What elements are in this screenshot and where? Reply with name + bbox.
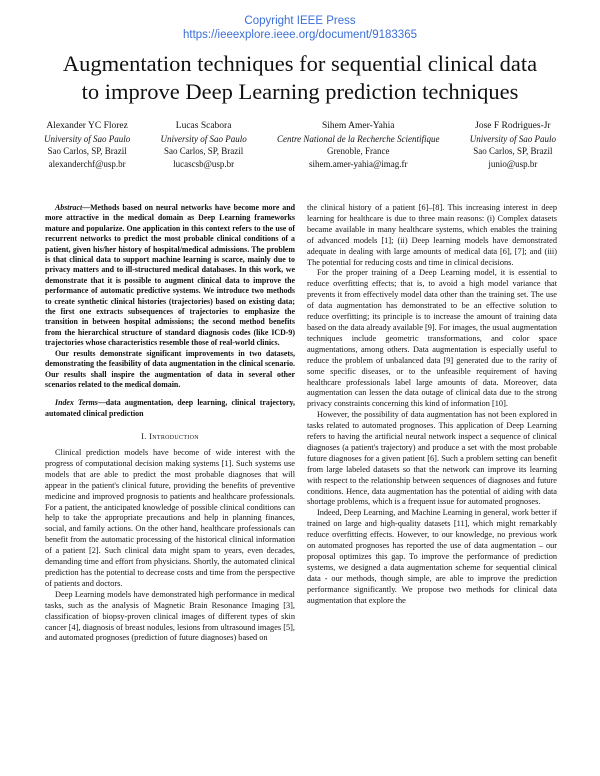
author-affiliation: Centre National de la Recherche Scientifique	[276, 133, 440, 144]
title-line-2: to improve Deep Learning prediction techniques	[81, 79, 519, 104]
author-block	[44, 120, 556, 170]
author-location: Sao Carlos, SP, Brazil	[47, 146, 127, 156]
author-location: Sao Carlos, SP, Brazil	[473, 146, 553, 156]
abstract-text: —Methods based on neural networks have become more and more attractive in the medical domain as Deep Learning frameworks mature and popularize. One application in this context refers to the use of recurrent networks to predict the most probable clinical conditions of a patient, given his/her history of hospital/medical admissions. The problem is that clinical data to support machine learning is scarce, mainly due to privacy matters and to ill-structured medical databases. In this work, we demonstrate that it is possible to augment clinical data to improve the performance of automatic predictive systems. We introduce two methods to create synthetic clinical histories (trajectories) based on existing data; the first one extracts subsequences of trajectories to emphasize the transition in between hospital admissions; the second method benefits from the hierarchical structure of standard diagnosis codes (like ICD-9) trajectories whose characteristics resemble those of real-world clinics.	[45, 203, 295, 348]
author-name: Lucas Scabora	[175, 121, 232, 131]
author-email: junio@usp.br	[488, 158, 538, 169]
abstract-paragraph-2: Our results demonstrate significant improvements in two datasets, demonstrating the feasibility of data augmentation in the clinical scenario. Our results shall inspire the augmentation of data in several other scenarios related to the medical domain.	[45, 348, 295, 389]
intro-paragraph-6: Indeed, Deep Learning, and Machine Learning in general, work better if trained on large and high-quality datasets [11], which might remarkably reduce overfitting effects. However, to our knowledge, no previous work on automated prognoses has reported the use of data augmentation – our proposal optimizes this gap. To improve the performance of prediction systems, we designed a data augmentation scheme for sequential clinical data - our methods, though simple, are able to improve the prediction performance significantly. We propose two methods for clinical data augmentation that explore the	[307, 508, 557, 605]
abstract	[45, 203, 295, 390]
author-affiliation: University of Sao Paulo	[44, 133, 131, 144]
index-terms	[45, 398, 295, 419]
intro-paragraph-2: Deep Learning models have demonstrated high performance in medical tasks, such as the analysis of Magnetic Brain Resonance Imaging [3], classification of biopsy-proven clinical images of different types of skin cancer [4], diagnosis of breast nodules, lesions from ultrasound images [5], and automated prognoses (prediction of future diagnoses) based on	[45, 589, 295, 643]
abstract-paragraph-1	[45, 203, 295, 349]
right-column	[307, 203, 557, 607]
author-email: alexanderchf@usp.br	[48, 158, 126, 169]
intro-paragraph-5: However, the possibility of data augmentation has not been explored in tasks related to automated prognoses. This application of Deep Learning refers to having the artificial neural network inspect a sequence of clinical diagnoses (a patient's trajectory) and produce a set with the most probable future diagnoses for a given patient [6]. Such a problem setting can benefit from large labeled datasets so that the network can improve its learning with respect to the relationship between sequences of diagnoses and future conditions. Hence, data augmentation has the potential of aiding with data shortage problems, which is a frequent issue for automated prognoses.	[307, 410, 557, 507]
author-4	[470, 120, 556, 170]
intro-paragraph-4: For the proper training of a Deep Learning model, it is essential to reduce overfitting effects; that is, to avoid a high model variance that prevents it from effectively model data other than the training set. The use of data augmentation has demonstrated to be an effective solution to reduce overfitting; its principle is to increase the amount of training data based on the data already available [9]. For images, the usual augmentation techniques include geometric transformations, and color space augmentations, among others. Data augmentation is especially useful to reduce the problem of unbalanced data [9] generated due to the rarity of some specific diseases, or to the unfeasible requirement of having healthcare professionals label large amounts of data. Moreover, data augmentation can lessen the data outage of clinical data due to the strong privacy constraints concerning this kind of information [10].	[307, 268, 557, 409]
author-email: sihem.amer-yahia@imag.fr	[308, 158, 408, 169]
author-3	[277, 120, 440, 170]
author-1	[44, 120, 130, 170]
index-terms-paragraph	[45, 398, 295, 419]
author-name: Sihem Amer-Yahia	[322, 121, 395, 131]
author-2	[160, 120, 246, 170]
author-location: Grenoble, France	[327, 146, 390, 156]
index-terms-label: Index Terms	[55, 398, 98, 408]
index-terms-text: —data augmentation, deep learning, clinical trajectory, automated clinical prediction	[45, 398, 295, 418]
copyright-notice	[0, 14, 600, 42]
author-affiliation: University of Sao Paulo	[160, 133, 247, 144]
intro-paragraph-1: Clinical prediction models have become of wide interest with the progress of computational decision making systems [1]. Such systems use models that are able to predict the most probable diagnoses that will appear in the patient's clinical future, providing the benefits of preventive medicine and improved prognosis to patients and healthcare professionals. For a patient, the anticipated knowledge of possible clinical conditions can help to take the appropriate precautions and help in planning finances, social, and family actions. On the other hand, healthcare professionals can benefit from the automatic processing of the historical clinical information of a patient [2]. Such clinical data might spam to years, even decades, demanding time and effort from physicians. Shortly, the automated clinical prediction has the potential to decrease costs and time from the perspective of patients and doctors.	[45, 448, 295, 588]
abstract-label: Abstract	[55, 203, 83, 212]
section-title: Introduction	[149, 431, 199, 442]
intro-paragraph-3: the clinical history of a patient [6]–[8]. This increasing interest in deep learning for healthcare is due to three main reasons: (i) Complex datasets became available in many healthcare systems, which enables the training of advanced models [1]; (ii) Deep learning models have demonstrated adequate in dealing with large amounts of medical data [6], [7]; and (iii) The potential for reducing costs and time in clinical decisions.	[307, 203, 557, 267]
paper-title	[20, 50, 580, 106]
section-numeral: I.	[141, 431, 147, 442]
left-column	[45, 203, 295, 644]
copyright-url[interactable]: https://ieeexplore.ieee.org/document/9183365	[183, 29, 417, 41]
author-email: lucascsb@usp.br	[173, 158, 235, 169]
section-heading-introduction	[45, 431, 295, 442]
author-name: Jose F Rodrigues-Jr	[475, 121, 551, 131]
author-name: Alexander YC Florez	[46, 121, 128, 131]
author-affiliation: University of Sao Paulo	[469, 133, 556, 144]
author-location: Sao Carlos, SP, Brazil	[163, 146, 244, 156]
copyright-line: Copyright IEEE Press	[244, 15, 356, 27]
title-line-1: Augmentation techniques for sequential clinical data	[62, 51, 538, 76]
